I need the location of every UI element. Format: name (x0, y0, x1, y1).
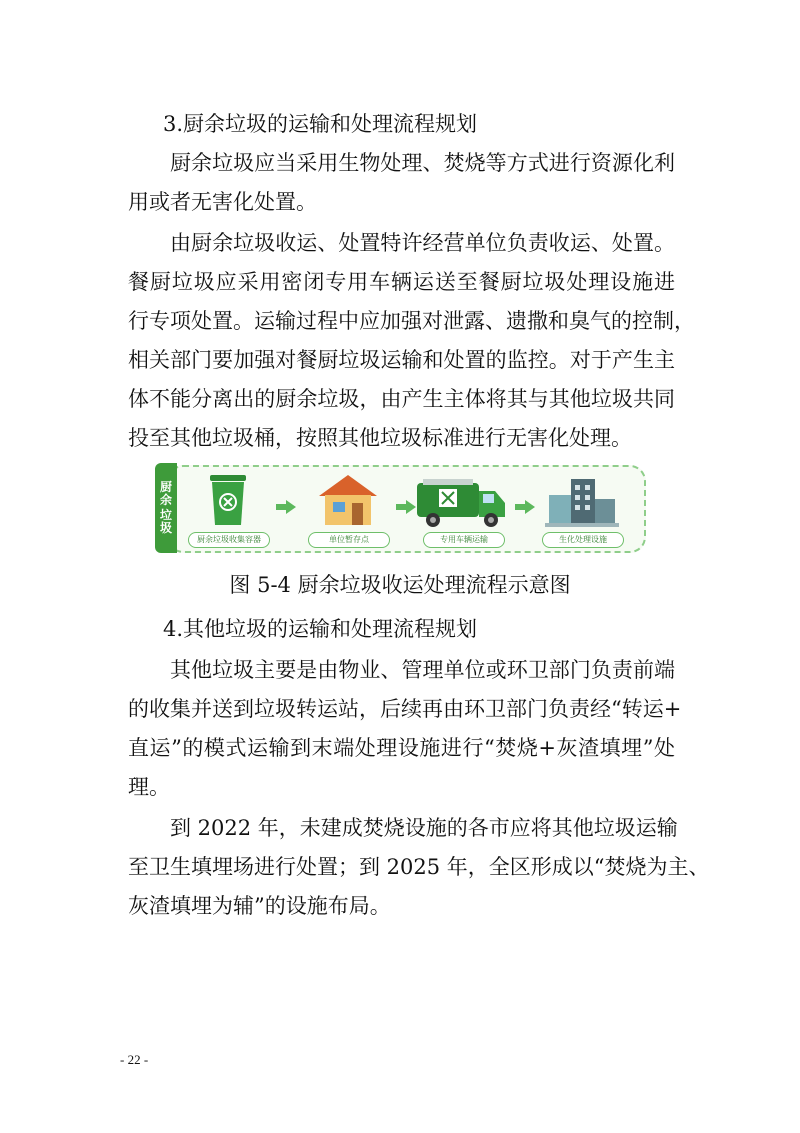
paragraph-line: 直运”的模式运输到末端处理设施进行“焚烧+灰渣填埋”处 (128, 736, 675, 760)
step-label: 生化处理设施 (542, 532, 624, 548)
step-biochemical-facility (537, 469, 627, 551)
factory-icon (537, 469, 627, 531)
side-label-char: 圾 (159, 521, 172, 535)
side-label-char: 垃 (159, 508, 172, 522)
arrow-right-icon (276, 500, 296, 514)
paragraph-line: 餐厨垃圾应采用密闭专用车辆运送至餐厨垃圾处理设施进 (128, 270, 675, 294)
bin-icon (183, 469, 273, 531)
paragraph-line: 其他垃圾主要是由物业、管理单位或环卫部门负责前端 (170, 658, 675, 682)
paragraph-line: 到 2022 年，未建成焚烧设施的各市应将其他垃圾运输 (170, 816, 678, 840)
step-temporary-storage (303, 469, 393, 551)
arrow-right-icon (515, 500, 535, 514)
paragraph-line: 由厨余垃圾收运、处置特许经营单位负责收运、处置。 (170, 231, 675, 255)
section-3-heading: 3.厨余垃圾的运输和处理流程规划 (163, 112, 478, 136)
step-label: 专用车辆运输 (423, 532, 505, 548)
side-label-tab (155, 463, 177, 553)
house-icon (303, 469, 393, 531)
paragraph-line: 厨余垃圾应当采用生物处理、焚烧等方式进行资源化利 (170, 151, 675, 175)
paragraph-line: 理。 (128, 775, 170, 799)
paragraph-line: 至卫生填埋场进行处置；到 2025 年，全区形成以“焚烧为主、 (128, 855, 710, 879)
paragraph-line: 投至其他垃圾桶，按照其他垃圾标准进行无害化处理。 (128, 426, 632, 450)
process-flow-figure (155, 463, 646, 553)
paragraph-line: 的收集并送到垃圾转运站，后续再由环卫部门负责经“转运+ (128, 697, 682, 721)
paragraph-line: 用或者无害化处置。 (128, 190, 317, 214)
step-special-vehicle (413, 469, 513, 551)
page-number: - 22 - (120, 1052, 149, 1067)
step-label: 厨余垃圾收集容器 (188, 532, 270, 548)
paragraph-line: 灰渣填埋为辅”的设施布局。 (128, 894, 391, 918)
section-4-heading: 4.其他垃圾的运输和处理流程规划 (163, 617, 478, 641)
paragraph-line: 相关部门要加强对餐厨垃圾运输和处置的监控。对于产生主 (128, 348, 675, 372)
step-collection-bin (183, 469, 273, 551)
truck-icon (413, 469, 513, 531)
figure-caption: 图 5-4 厨余垃圾收运处理流程示意图 (229, 573, 571, 597)
side-label-char: 厨 (159, 480, 172, 494)
side-label-char: 余 (159, 493, 172, 507)
paragraph-line: 行专项处置。运输过程中应加强对泄露、遗撒和臭气的控制， (128, 309, 695, 333)
step-label: 单位暂存点 (308, 532, 390, 548)
paragraph-line: 体不能分离出的厨余垃圾，由产生主体将其与其他垃圾共同 (128, 387, 675, 411)
